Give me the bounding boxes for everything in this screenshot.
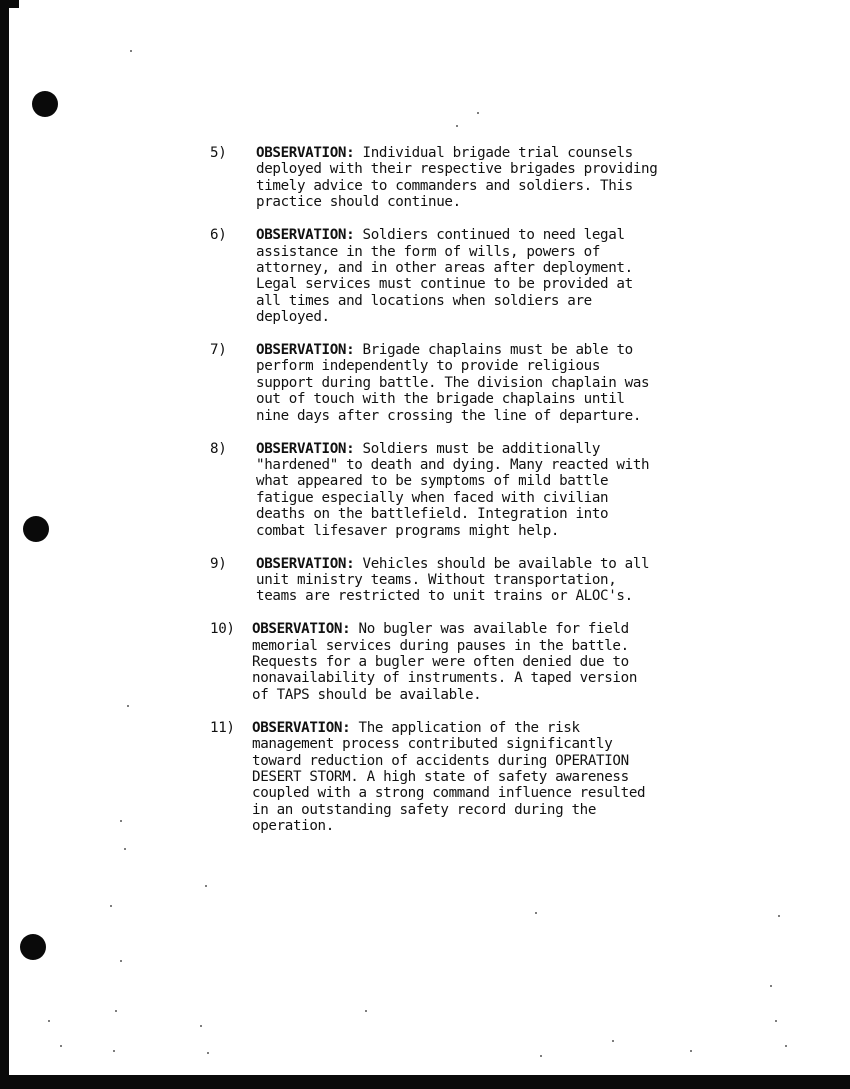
scan-speck [115,1010,117,1012]
scan-speck [770,985,772,987]
observation-label: OBSERVATION: [256,555,355,572]
scan-speck [110,905,112,907]
observation-number: 6) [210,227,227,244]
scan-speck [535,912,537,914]
observation-text: The application of the risk management process contributed significantly toward reduction of accidents during OPERATION DESERT STORM. A high state of safety awareness coupled with a strong command influence resulted in an outstanding safety record during the operation. [252,719,646,835]
observation-item [210,621,770,703]
scan-speck [690,1050,692,1052]
binder-hole-middle [23,516,49,542]
observation-label: OBSERVATION: [256,145,355,161]
scan-speck [785,1045,787,1047]
observation-body [252,621,637,703]
observation-label: OBSERVATION: [256,440,355,457]
observation-body [256,556,649,605]
scan-speck [775,1020,777,1022]
observation-text: No bugler was available for field memorial services during pauses in the battle. Requests for a bugler were often denied due to nonavailability of instruments. A taped version of TAPS should be available. [252,621,638,703]
observation-item [210,441,770,539]
observation-label: OBSERVATION: [252,719,351,736]
scan-speck [205,885,207,887]
scan-speck [207,1052,209,1054]
scan-speck [477,112,479,114]
observation-list [210,145,770,851]
observation-number: 11) [210,719,235,736]
binder-hole-bottom [20,934,46,960]
observation-item [210,342,770,424]
observation-item [210,720,770,835]
observation-number: 9) [210,555,227,572]
observation-label: OBSERVATION: [256,227,355,244]
scan-speck [120,820,122,822]
scan-speck [120,960,122,962]
observation-item [210,145,770,211]
scan-speck [130,50,132,52]
scan-speck [365,1010,367,1012]
observation-item [210,556,770,605]
observation-body [256,441,649,539]
scan-speck [124,848,126,850]
scan-speck [540,1055,542,1057]
observation-number: 7) [210,342,227,359]
scan-speck [48,1020,50,1022]
scan-speck [612,1040,614,1042]
observation-label: OBSERVATION: [252,621,351,638]
observation-body [252,720,645,835]
scan-speck [456,125,458,127]
scan-left-edge [0,0,9,1089]
observation-body [256,227,633,325]
scan-speck [113,1050,115,1052]
scan-bottom-edge [0,1075,850,1089]
binder-hole-top [32,91,58,117]
observation-body [256,342,649,424]
scan-top-mark [9,0,19,8]
observation-number: 8) [210,440,227,457]
observation-text: Individual brigade trial counsels deployed with their respective brigades providing timely advice to commanders and soldiers. This practice should continue. [256,145,658,211]
scan-speck [778,915,780,917]
observation-item [210,227,770,325]
observation-number: 10) [210,621,235,638]
observation-text: Soldiers must be additionally "hardened" to death and dying. Many reacted with what appeared to be symptoms of mild battle fatigue especially when faced with civilian deaths on the battlefield. Integration into combat lifesaver programs might help. [256,440,650,539]
scan-speck [200,1025,202,1027]
observation-text: Brigade chaplains must be able to perform independently to provide religious support during battle. The division chaplain was out of touch with the brigade chaplains until nine days after crossing the line of departure. [256,342,650,424]
observation-text: Vehicles should be available to all unit ministry teams. Without transportation, teams are restricted to unit trains or ALOC's. [256,555,650,605]
scan-speck [60,1045,62,1047]
observation-text: Soldiers continued to need legal assistance in the form of wills, powers of attorney, and in other areas after deployment. Legal services must continue to be provided at all times and locations when soldiers are deployed. [256,227,633,326]
observation-label: OBSERVATION: [256,342,355,359]
scan-speck [127,705,129,707]
observation-body [256,145,657,211]
observation-number: 5) [210,145,227,161]
